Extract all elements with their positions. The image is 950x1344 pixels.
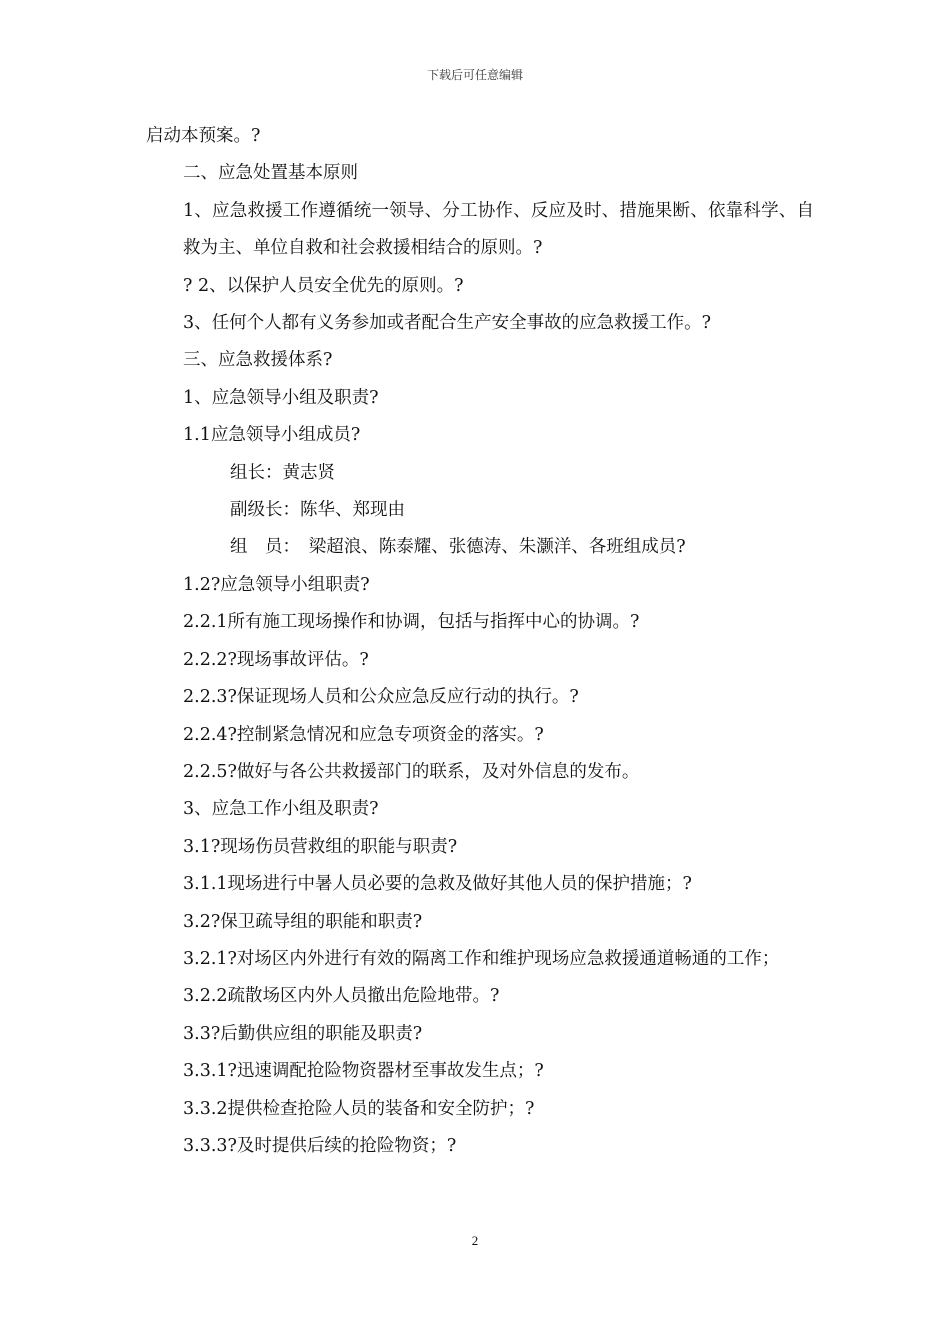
document-line: 2.2.3?保证现场人员和公众应急反应行动的执行。?: [183, 687, 579, 708]
document-line: 副级长：陈华、郑现由: [230, 500, 405, 521]
document-line: 1、应急救援工作遵循统一领导、分工协作、反应及时、措施果断、依靠科学、自救为主、单位自救和社会救援相结合的原则。?: [183, 200, 814, 259]
document-line: 三、应急救援体系?: [183, 350, 333, 371]
document-line: 3.2.2疏散场区内外人员撤出危险地带。?: [183, 986, 500, 1007]
document-line: 3、任何个人都有义务参加或者配合生产安全事故的应急救援工作。?: [183, 313, 712, 334]
document-line: 1.1应急领导小组成员?: [183, 425, 361, 446]
document-line: 组 员： 梁超浪、陈泰耀、张德涛、朱灏洋、各班组成员?: [230, 537, 686, 558]
document-line: 1、应急领导小组及职责?: [183, 387, 379, 408]
document-line: 3.2?保卫疏导组的职能和职责?: [183, 911, 423, 932]
document-line: 二、应急处置基本原则: [183, 163, 358, 184]
document-line: 2.2.2?现场事故评估。?: [183, 649, 369, 670]
document-line: 1.2?应急领导小组职责?: [183, 574, 370, 595]
document-line: 3、应急工作小组及职责?: [183, 799, 379, 820]
document-line: 3.1.1现场进行中暑人员必要的急救及做好其他人员的保护措施；?: [183, 874, 692, 895]
document-line: 3.2.1?对场区内外进行有效的隔离工作和维护现场应急救援通道畅通的工作；: [183, 948, 780, 969]
document-body: [146, 118, 814, 1165]
document-line: 3.3.3?及时提供后续的抢险物资；?: [183, 1135, 457, 1156]
document-line: 2.2.4?控制紧急情况和应急专项资金的落实。?: [183, 724, 544, 745]
document-line: 2.2.1所有施工现场操作和协调，包括与指挥中心的协调。?: [183, 612, 640, 633]
document-line: 启动本预案。?: [146, 126, 261, 146]
document-line: 3.3.1?迅速调配抢险物资器材至事故发生点；?: [183, 1061, 544, 1082]
page-header: 下载后可任意编辑: [426, 68, 523, 82]
page-number: 2: [471, 1233, 479, 1248]
document-line: 3.3?后勤供应组的职能及职责?: [183, 1023, 423, 1044]
document-line: 3.1?现场伤员营救组的职能与职责?: [183, 836, 458, 857]
document-line: 3.3.2提供检查抢险人员的装备和安全防护；?: [183, 1098, 535, 1119]
document-line: 组长：黄志贤: [230, 462, 335, 483]
document-line: ? 2、以保护人员安全优先的原则。?: [183, 275, 464, 296]
document-line: 2.2.5?做好与各公共救援部门的联系，及对外信息的发布。: [183, 761, 640, 782]
